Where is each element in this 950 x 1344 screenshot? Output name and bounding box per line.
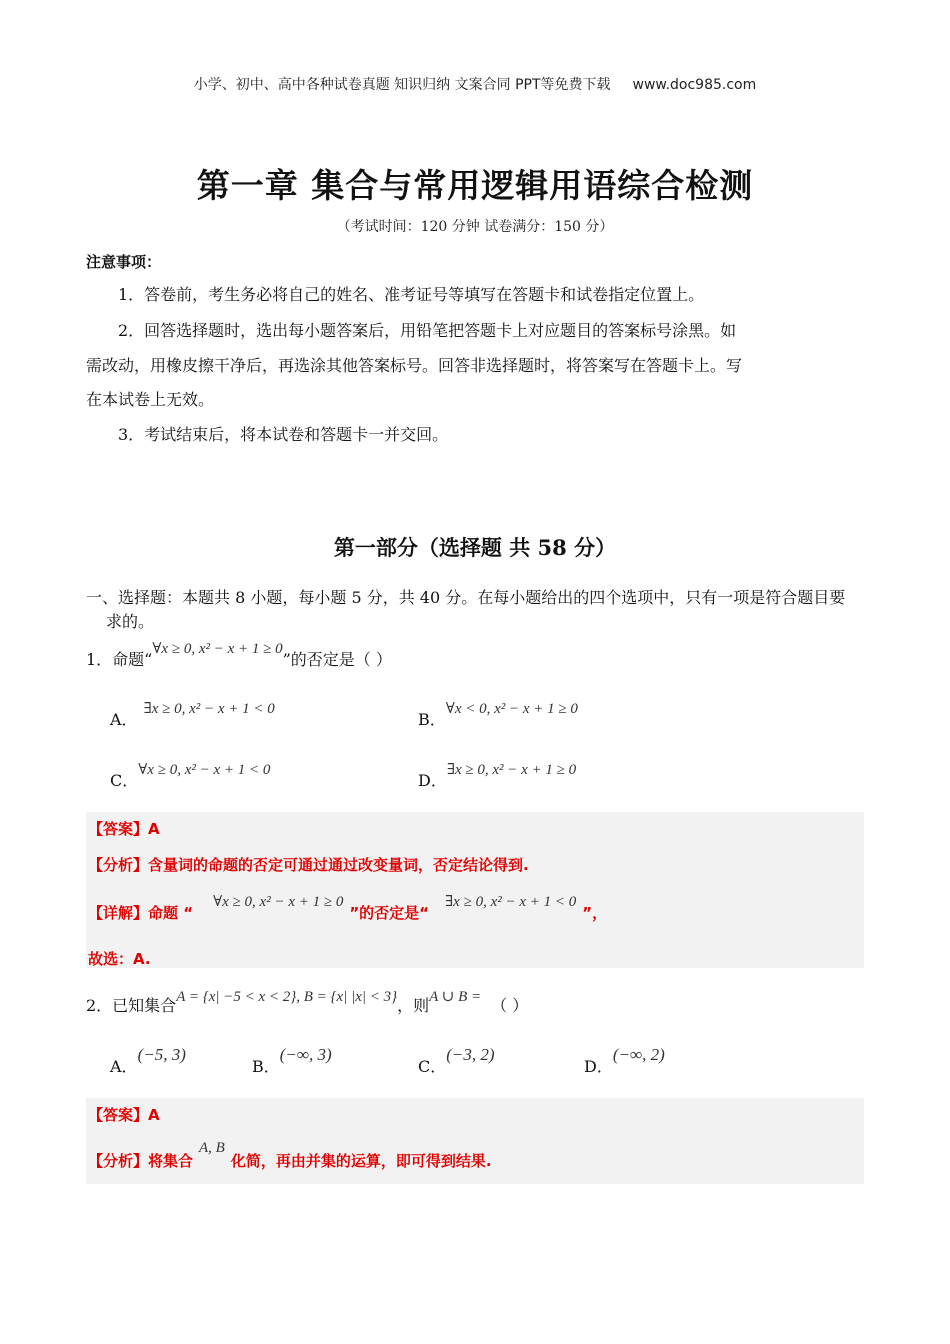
q2-expr2: A ∪ B =	[429, 989, 482, 1005]
q1-analysis: 【分析】含量词的命题的否定可通过通过改变量词，否定结论得到.	[88, 856, 529, 874]
page-title: 第一章 集合与常用逻辑用语综合检测	[196, 166, 754, 205]
notes-heading: 注意事项：	[86, 253, 162, 271]
option-label: A．	[110, 1057, 138, 1076]
q1-prefix: 1．命题“	[86, 650, 153, 669]
q1-answer: 【答案】A	[88, 820, 160, 838]
option-expr: (−5, 3)	[137, 1045, 186, 1064]
part1-intro-line1: 一、选择题：本题共 8 小题，每小题 5 分，共 40 分。在每小题给出的四个选项中，只有一项是符合题目要	[86, 588, 846, 607]
q1-suffix: ”的否定是（ ）	[282, 650, 392, 669]
detail-expr-2: ∃x ≥ 0, x² − x + 1 < 0	[445, 894, 577, 910]
option-label: C．	[418, 1057, 447, 1076]
section-title: 第一部分（选择题 共 58 分）	[333, 535, 617, 560]
header-url[interactable]: www.doc985.com	[632, 77, 757, 93]
notes-item-3: 3．考试结束后，将本试卷和答题卡一并交回。	[118, 425, 449, 444]
q2-option-a[interactable]	[110, 1045, 186, 1077]
q2-analysis	[88, 1140, 492, 1171]
detail-mid: ”的否定是“	[349, 904, 430, 922]
option-expr: (−3, 2)	[446, 1045, 495, 1064]
q1-option-d[interactable]	[418, 762, 577, 792]
q2-option-b[interactable]	[252, 1045, 332, 1077]
detail-prefix: 【详解】命题 “	[88, 904, 194, 922]
page-header	[0, 74, 950, 94]
q1-expr: ∀x ≥ 0, x² − x + 1 ≥ 0	[152, 641, 283, 657]
q1-detail	[88, 894, 608, 923]
q2-mid: ，则	[397, 996, 430, 1015]
q1-option-c[interactable]	[110, 762, 271, 792]
notes-item-2-line2: 需改动，用橡皮擦干净后，再选涂其他答案标号。回答非选择题时，将答案写在答题卡上。写	[86, 356, 743, 375]
q2-answer-box	[86, 1098, 864, 1184]
option-expr: (−∞, 3)	[279, 1045, 332, 1064]
option-expr: ∀x < 0, x² − x + 1 ≥ 0	[445, 701, 578, 717]
notes-item-2-line3: 在本试卷上无效。	[86, 390, 215, 409]
part1-intro-line2: 求的。	[106, 612, 155, 631]
q2-prefix: 2．已知集合	[86, 996, 177, 1015]
q2-option-d[interactable]	[584, 1045, 665, 1077]
notes-item-2-line1: 2．回答选择题时，选出每小题答案后，用铅笔把答题卡上对应题目的答案标号涂黑。如	[118, 321, 737, 340]
q1-option-a[interactable]	[110, 701, 275, 731]
exam-info: （考试时间：120 分钟 试卷满分：150 分）	[336, 219, 614, 235]
option-label: B．	[418, 710, 446, 729]
notes-item-1: 1．答卷前，考生务必将自己的姓名、准考证号等填写在答题卡和试卷指定位置上。	[118, 285, 705, 304]
option-expr: ∃x ≥ 0, x² − x + 1 ≥ 0	[446, 762, 577, 778]
q2-suffix: （ ）	[491, 996, 529, 1015]
option-label: D．	[584, 1057, 613, 1076]
q2-expr: A = {x| −5 < x < 2}, B = {x| |x| < 3}	[176, 989, 398, 1005]
q1-choice: 故选：A.	[88, 950, 151, 968]
option-label: D．	[418, 771, 447, 790]
analysis-suffix: 化简，再由并集的运算，即可得到结果.	[230, 1152, 492, 1170]
option-label: B．	[252, 1057, 280, 1076]
header-text: 小学、初中、高中各种试卷真题 知识归纳 文案合同 PPT等免费下载	[193, 77, 611, 93]
option-label: A．	[110, 710, 138, 729]
question-1	[86, 641, 392, 671]
option-expr: (−∞, 2)	[612, 1045, 665, 1064]
q1-answer-box	[86, 812, 864, 968]
option-expr: ∃x ≥ 0, x² − x + 1 < 0	[143, 701, 275, 717]
analysis-expr: A, B	[199, 1140, 225, 1156]
detail-suffix: ”，	[582, 904, 608, 922]
option-label: C．	[110, 771, 139, 790]
question-2	[86, 989, 529, 1017]
q2-answer: 【答案】A	[88, 1106, 160, 1124]
analysis-prefix: 【分析】将集合	[88, 1152, 194, 1170]
option-expr: ∀x ≥ 0, x² − x + 1 < 0	[138, 762, 271, 778]
q1-option-b[interactable]	[418, 701, 578, 731]
q2-option-c[interactable]	[418, 1045, 495, 1077]
detail-expr-1: ∀x ≥ 0, x² − x + 1 ≥ 0	[213, 894, 344, 910]
